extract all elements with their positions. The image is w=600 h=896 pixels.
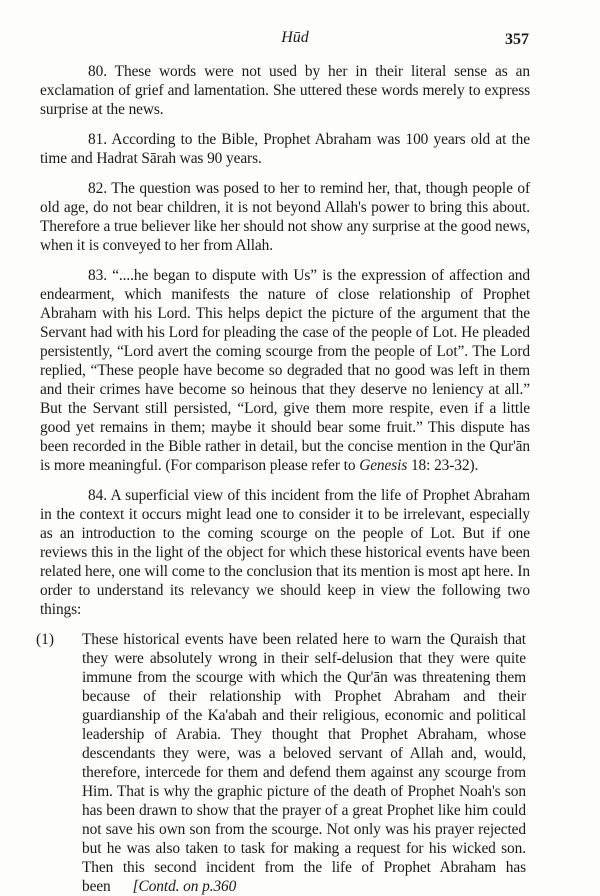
note-83-body: 83. “....he began to dispute with Us” is the expression of affection and endearment, which manifests the nature of close relationship of Prophet Abraham with his Lord. This helps depict the picture of the argument that the Servant had with his Lord for pleading the case of the people of Lot. He pleaded persistently, “Lord avert the coming scourge from the people of Lot”. The Lord replied, “These people have become so degraded that no good was left in them and their crimes have become so heinous that they deserve no leniency at all.” But the Servant still persisted, “Lord, give them more respite, even if a little good yet remains in them; maybe it should bear some fruit.” This dispute has been recorded in the Bible rather in detail, but the concise mention in the Qur'ān is more meaningful. (For comparison please refer to	[40, 267, 530, 474]
list-item	[36, 630, 530, 896]
note-80: 80. These words were not used by her in their literal sense as an exclamation of grief and lamentation. She uttered these words merely to express surprise at the news.	[40, 63, 530, 118]
running-title: Hūd	[281, 29, 309, 46]
note-83	[40, 266, 530, 475]
note-83-verse-reference: 18: 23-32).	[407, 457, 479, 474]
list-marker: (1)	[36, 631, 54, 648]
note-81: 81. According to the Bible, Prophet Abraham was 100 years old at the time and Hadrat Sārah was 90 years.	[40, 131, 530, 167]
document-page	[36, 0, 530, 896]
list-item-text: These historical events have been related here to warn the Quraish that they were absolutely wrong in their self-delusion that they were quite immune from the scourge with which the Qur'ān was threatening them because of their relationship with Prophet Abraham and their guardianship of the Ka'abah and their religious, economic and political leadership of Arabia. They thought that Prophet Abraham, whose descendants they were, was a beloved servant of Allah and, would, therefore, intercede for them and defend them against any scourge from Him. That is why the graphic picture of the death of Prophet Noah's son has been drawn to show that the prayer of a great Prophet like him could not save his own son from the scourge. Not only was his prayer rejected but he was also taken to task for making a request for his wicked son. Then this second incident from the life of Prophet Abraham has been	[82, 631, 526, 895]
note-83-book-reference: Genesis	[359, 457, 408, 474]
page-number: 357	[505, 31, 529, 48]
list-item-body	[82, 630, 526, 896]
page-header	[40, 0, 530, 56]
note-82: 82. The question was posed to her to remind her, that, though people of old age, do not bear children, it is not beyond Allah's power to bring this about. Therefore a true believer like her should not show any surprise at the good news, when it is conveyed to her from Allah.	[40, 180, 530, 254]
note-84: 84. A superficial view of this incident from the life of Prophet Abraham in the context it occurs might lead one to consider it to be irrelevant, especially as an introduction to the coming scourge on the people of Lot. But if one reviews this in the light of the object for which these historical events have been related here, one will come to the conclusion that its mention is most apt here. In order to understand its relevancy we should keep in view the following two things:	[40, 487, 530, 618]
continuation-note: [Contd. on p.360	[132, 878, 237, 895]
